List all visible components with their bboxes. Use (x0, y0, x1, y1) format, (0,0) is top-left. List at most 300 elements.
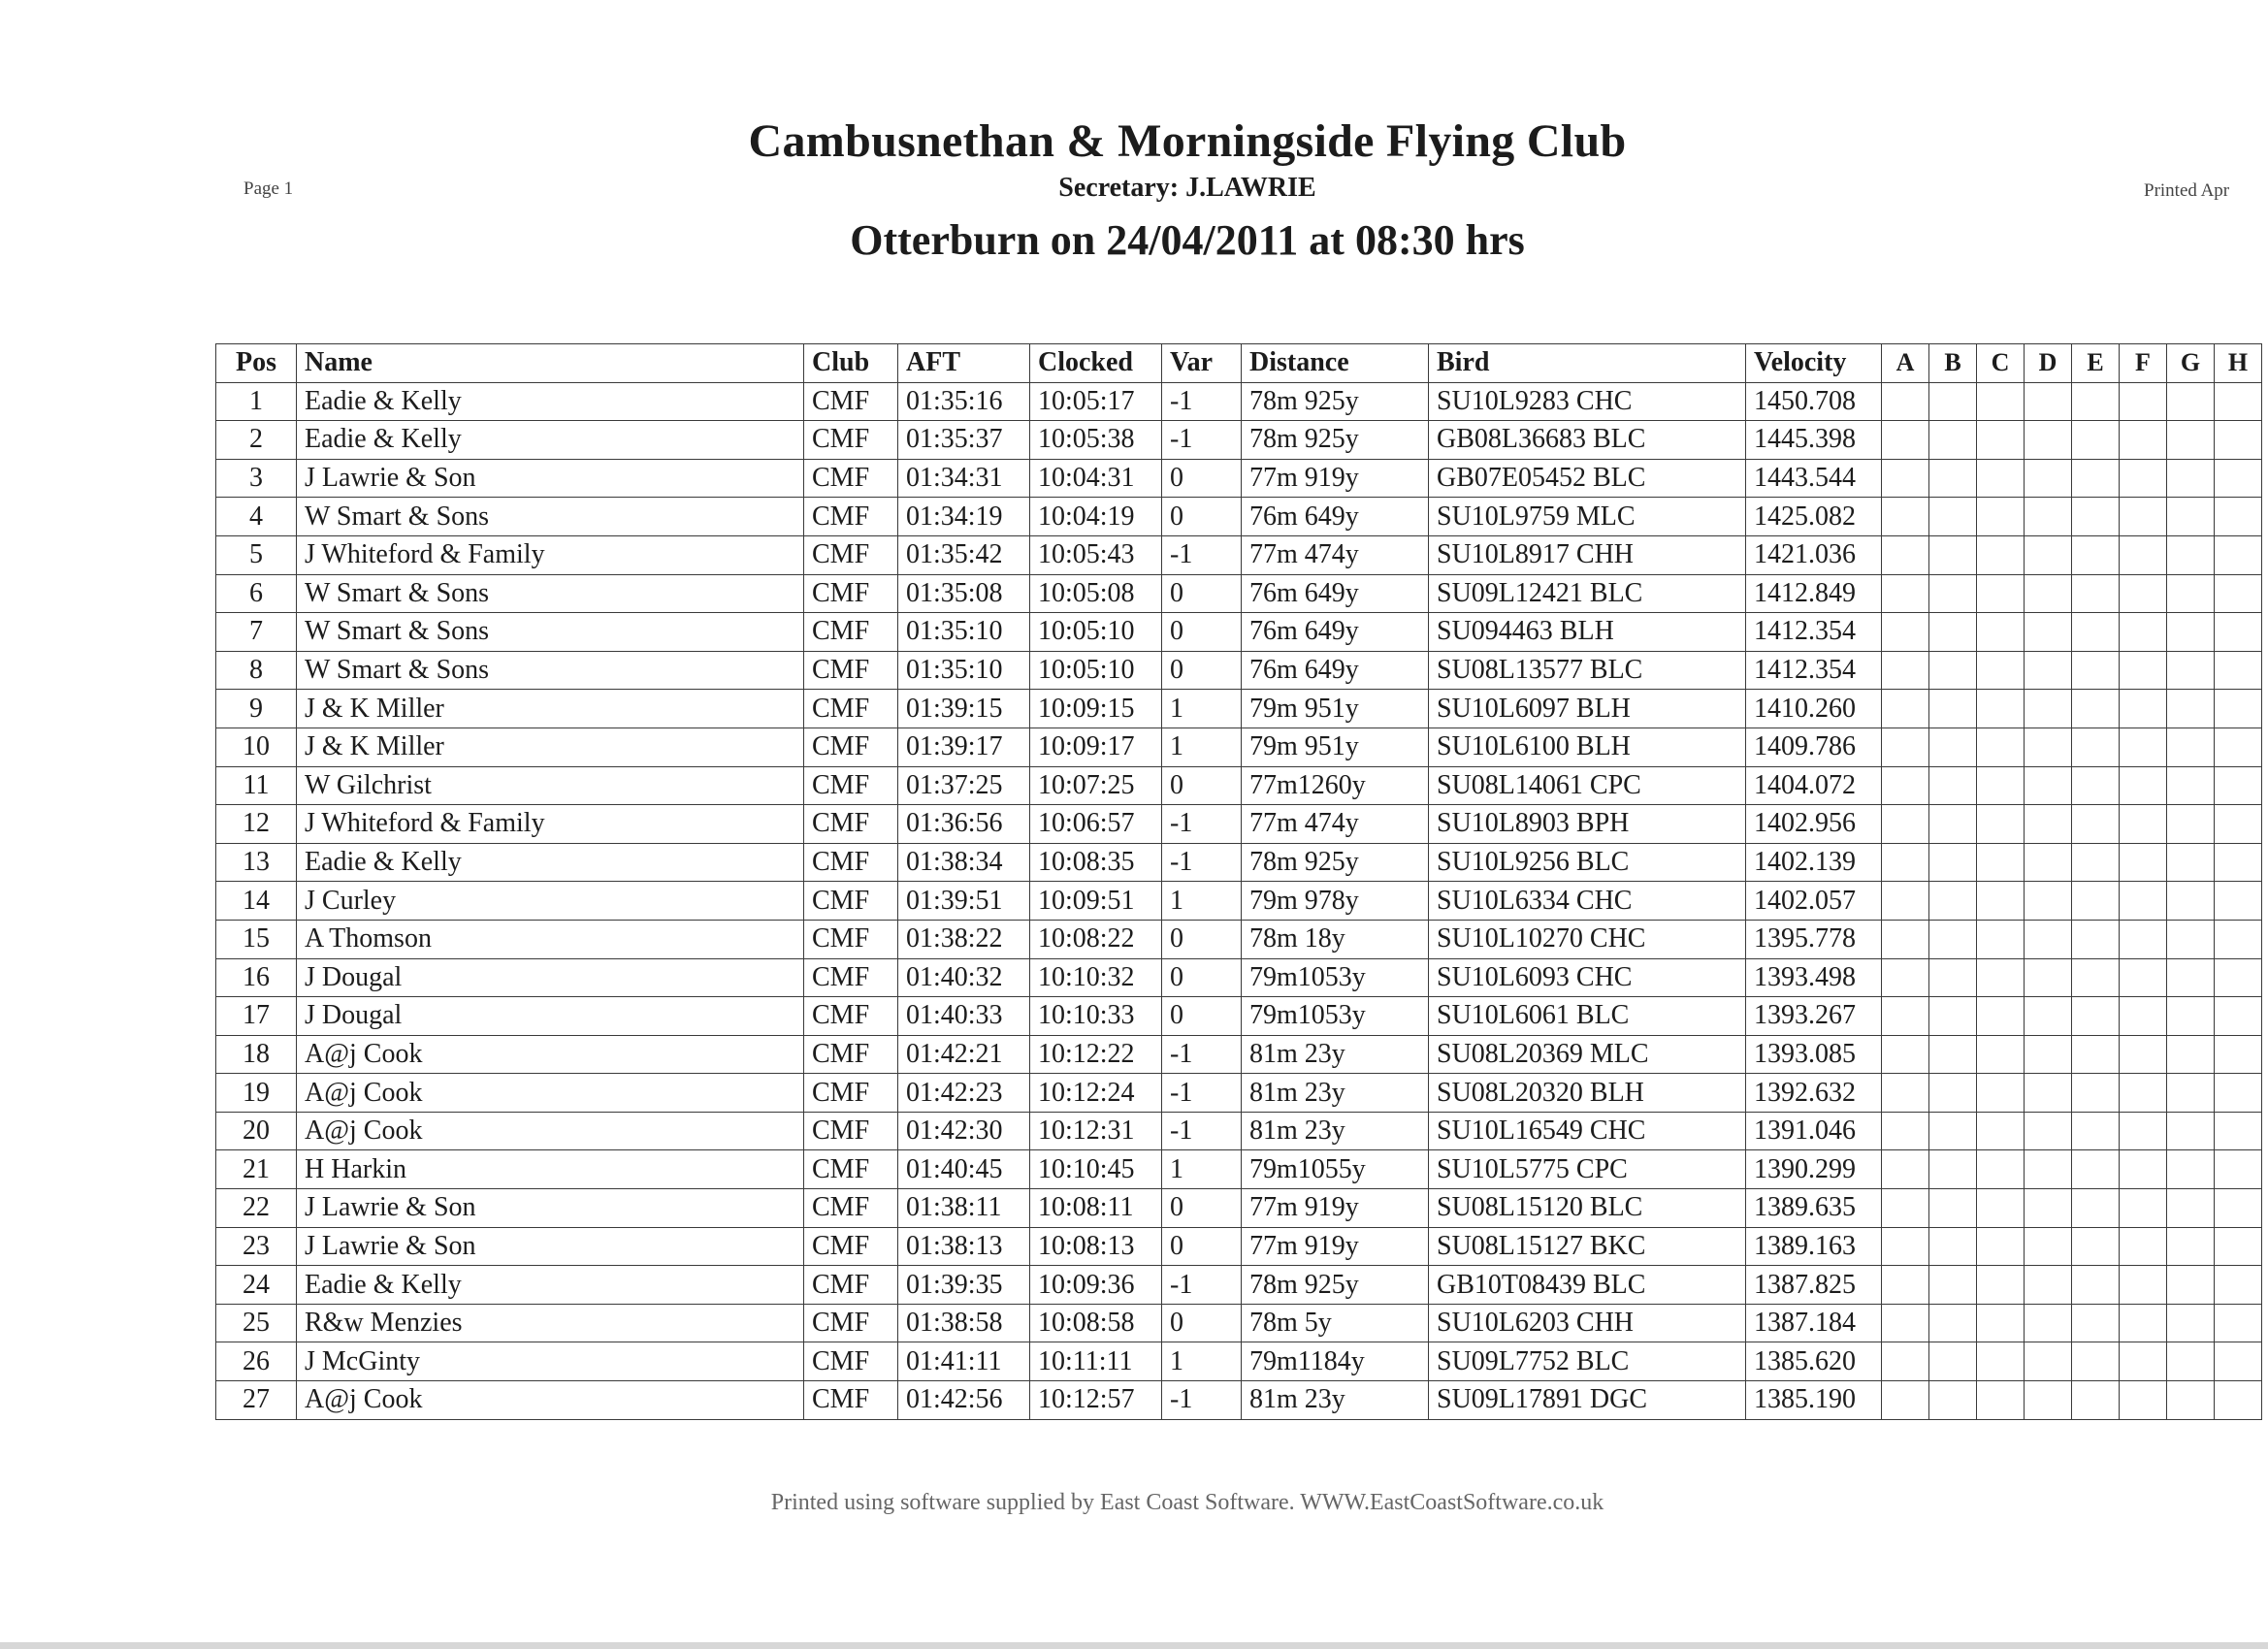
cell-club: CMF (804, 574, 898, 613)
cell-clocked: 10:08:58 (1030, 1304, 1162, 1342)
cell-pos: 6 (216, 574, 297, 613)
cell-velocity: 1389.635 (1746, 1189, 1882, 1228)
race-heading: Otterburn on 24/04/2011 at 08:30 hrs (850, 216, 1525, 264)
cell-col-h (2215, 1150, 2262, 1189)
cell-col-e (2072, 1189, 2120, 1228)
cell-aft: 01:39:17 (898, 728, 1030, 766)
cell-col-c (1977, 997, 2025, 1036)
table-row (216, 843, 2262, 882)
cell-pos: 20 (216, 1112, 297, 1150)
header-pos: Pos (216, 344, 297, 383)
header-clocked: Clocked (1030, 344, 1162, 383)
software-credit: Printed using software supplied by East Coast Software. WWW.EastCoastSoftware.co.uk (770, 1490, 1604, 1515)
cell-distance: 76m 649y (1242, 613, 1429, 652)
cell-col-a (1882, 1304, 1929, 1342)
cell-pos: 25 (216, 1304, 297, 1342)
cell-col-h (2215, 920, 2262, 958)
cell-pos: 3 (216, 459, 297, 498)
cell-club: CMF (804, 498, 898, 536)
cell-col-h (2215, 574, 2262, 613)
cell-col-b (1929, 382, 1977, 421)
cell-velocity: 1409.786 (1746, 728, 1882, 766)
cell-name: W Smart & Sons (297, 498, 804, 536)
cell-col-d (2025, 1074, 2072, 1113)
cell-var: 0 (1162, 574, 1242, 613)
cell-bird: SU10L6203 CHH (1429, 1304, 1746, 1342)
cell-col-a (1882, 498, 1929, 536)
cell-col-c (1977, 459, 2025, 498)
cell-col-d (2025, 498, 2072, 536)
cell-col-a (1882, 1035, 1929, 1074)
cell-bird: SU10L10270 CHC (1429, 920, 1746, 958)
cell-col-a (1882, 958, 1929, 997)
cell-bird: SU08L15127 BKC (1429, 1227, 1746, 1266)
cell-velocity: 1450.708 (1746, 382, 1882, 421)
cell-col-b (1929, 1035, 1977, 1074)
table-row (216, 958, 2262, 997)
cell-col-b (1929, 1112, 1977, 1150)
cell-col-c (1977, 421, 2025, 460)
cell-club: CMF (804, 1342, 898, 1381)
header-distance: Distance (1242, 344, 1429, 383)
cell-clocked: 10:07:25 (1030, 766, 1162, 805)
cell-distance: 79m1053y (1242, 958, 1429, 997)
cell-velocity: 1425.082 (1746, 498, 1882, 536)
cell-velocity: 1410.260 (1746, 690, 1882, 728)
cell-col-h (2215, 882, 2262, 921)
cell-velocity: 1412.354 (1746, 613, 1882, 652)
cell-col-g (2167, 920, 2215, 958)
cell-col-b (1929, 1266, 1977, 1305)
cell-var: -1 (1162, 843, 1242, 882)
table-row (216, 1342, 2262, 1381)
cell-bird: SU10L6093 CHC (1429, 958, 1746, 997)
cell-col-a (1882, 651, 1929, 690)
cell-club: CMF (804, 920, 898, 958)
cell-col-f (2120, 1227, 2167, 1266)
table-row (216, 1150, 2262, 1189)
cell-col-a (1882, 1112, 1929, 1150)
cell-bird: SU10L6100 BLH (1429, 728, 1746, 766)
cell-col-c (1977, 843, 2025, 882)
cell-col-e (2072, 1304, 2120, 1342)
cell-col-e (2072, 613, 2120, 652)
cell-col-a (1882, 1189, 1929, 1228)
cell-var: 0 (1162, 613, 1242, 652)
cell-aft: 01:39:51 (898, 882, 1030, 921)
cell-col-c (1977, 1266, 2025, 1305)
cell-col-h (2215, 459, 2262, 498)
cell-velocity: 1445.398 (1746, 421, 1882, 460)
cell-distance: 77m 919y (1242, 1227, 1429, 1266)
cell-pos: 7 (216, 613, 297, 652)
cell-aft: 01:40:45 (898, 1150, 1030, 1189)
cell-col-h (2215, 805, 2262, 844)
cell-col-h (2215, 1304, 2262, 1342)
cell-bird: SU10L9256 BLC (1429, 843, 1746, 882)
table-row (216, 1074, 2262, 1113)
cell-bird: SU08L15120 BLC (1429, 1189, 1746, 1228)
cell-bird: SU10L9759 MLC (1429, 498, 1746, 536)
cell-velocity: 1402.057 (1746, 882, 1882, 921)
cell-col-f (2120, 574, 2167, 613)
cell-clocked: 10:12:24 (1030, 1074, 1162, 1113)
cell-col-d (2025, 997, 2072, 1036)
cell-distance: 78m 18y (1242, 920, 1429, 958)
cell-pos: 5 (216, 535, 297, 574)
cell-col-d (2025, 574, 2072, 613)
cell-aft: 01:40:33 (898, 997, 1030, 1036)
header-col-c: C (1977, 344, 2025, 383)
cell-col-a (1882, 1150, 1929, 1189)
cell-col-f (2120, 1074, 2167, 1113)
cell-name: W Smart & Sons (297, 574, 804, 613)
cell-col-h (2215, 1189, 2262, 1228)
cell-aft: 01:36:56 (898, 805, 1030, 844)
header-col-e: E (2072, 344, 2120, 383)
table-row (216, 1112, 2262, 1150)
header-col-d: D (2025, 344, 2072, 383)
cell-col-f (2120, 613, 2167, 652)
cell-col-e (2072, 1342, 2120, 1381)
cell-var: -1 (1162, 421, 1242, 460)
cell-aft: 01:42:30 (898, 1112, 1030, 1150)
cell-pos: 23 (216, 1227, 297, 1266)
cell-col-e (2072, 498, 2120, 536)
cell-aft: 01:34:31 (898, 459, 1030, 498)
cell-col-c (1977, 766, 2025, 805)
header-var: Var (1162, 344, 1242, 383)
cell-col-h (2215, 1227, 2262, 1266)
cell-col-d (2025, 535, 2072, 574)
cell-col-b (1929, 920, 1977, 958)
cell-clocked: 10:12:57 (1030, 1381, 1162, 1420)
cell-col-f (2120, 843, 2167, 882)
cell-name: W Gilchrist (297, 766, 804, 805)
cell-velocity: 1393.085 (1746, 1035, 1882, 1074)
cell-aft: 01:35:10 (898, 651, 1030, 690)
table-row (216, 920, 2262, 958)
cell-var: 1 (1162, 728, 1242, 766)
cell-aft: 01:38:34 (898, 843, 1030, 882)
table-row (216, 1266, 2262, 1305)
cell-col-a (1882, 690, 1929, 728)
cell-distance: 78m 925y (1242, 382, 1429, 421)
cell-col-a (1882, 1342, 1929, 1381)
cell-col-c (1977, 1112, 2025, 1150)
cell-col-a (1882, 459, 1929, 498)
cell-distance: 81m 23y (1242, 1035, 1429, 1074)
table-row (216, 997, 2262, 1036)
cell-col-e (2072, 1266, 2120, 1305)
cell-col-f (2120, 421, 2167, 460)
cell-aft: 01:42:21 (898, 1035, 1030, 1074)
cell-col-h (2215, 1112, 2262, 1150)
cell-col-d (2025, 421, 2072, 460)
cell-clocked: 10:05:17 (1030, 382, 1162, 421)
cell-col-d (2025, 1189, 2072, 1228)
cell-col-b (1929, 1342, 1977, 1381)
cell-col-d (2025, 843, 2072, 882)
cell-aft: 01:38:11 (898, 1189, 1030, 1228)
table-header-row (216, 344, 2262, 383)
cell-col-c (1977, 1035, 2025, 1074)
cell-distance: 77m 474y (1242, 805, 1429, 844)
cell-col-g (2167, 690, 2215, 728)
cell-col-g (2167, 843, 2215, 882)
cell-col-h (2215, 1035, 2262, 1074)
cell-var: -1 (1162, 382, 1242, 421)
cell-pos: 19 (216, 1074, 297, 1113)
cell-col-d (2025, 1342, 2072, 1381)
cell-name: J Dougal (297, 958, 804, 997)
table-row (216, 459, 2262, 498)
cell-aft: 01:37:25 (898, 766, 1030, 805)
cell-name: J McGinty (297, 1342, 804, 1381)
cell-col-e (2072, 1112, 2120, 1150)
secretary-line: Secretary: J.LAWRIE (1058, 173, 1316, 203)
cell-aft: 01:41:11 (898, 1342, 1030, 1381)
cell-name: J & K Miller (297, 728, 804, 766)
cell-club: CMF (804, 1189, 898, 1228)
cell-distance: 76m 649y (1242, 498, 1429, 536)
cell-col-e (2072, 805, 2120, 844)
table-row (216, 421, 2262, 460)
table-row (216, 574, 2262, 613)
cell-distance: 77m 474y (1242, 535, 1429, 574)
cell-col-a (1882, 728, 1929, 766)
header-name: Name (297, 344, 804, 383)
table-row (216, 1035, 2262, 1074)
header-club: Club (804, 344, 898, 383)
cell-col-d (2025, 613, 2072, 652)
cell-pos: 26 (216, 1342, 297, 1381)
cell-col-g (2167, 459, 2215, 498)
cell-club: CMF (804, 766, 898, 805)
cell-club: CMF (804, 805, 898, 844)
cell-velocity: 1412.354 (1746, 651, 1882, 690)
cell-col-f (2120, 728, 2167, 766)
cell-col-d (2025, 766, 2072, 805)
cell-var: 1 (1162, 1150, 1242, 1189)
cell-var: 1 (1162, 1342, 1242, 1381)
cell-col-f (2120, 997, 2167, 1036)
cell-col-d (2025, 690, 2072, 728)
cell-col-e (2072, 421, 2120, 460)
cell-col-h (2215, 1074, 2262, 1113)
cell-var: 0 (1162, 997, 1242, 1036)
cell-bird: SU094463 BLH (1429, 613, 1746, 652)
cell-aft: 01:35:42 (898, 535, 1030, 574)
cell-col-e (2072, 382, 2120, 421)
cell-distance: 77m 919y (1242, 459, 1429, 498)
cell-clocked: 10:10:32 (1030, 958, 1162, 997)
cell-col-h (2215, 651, 2262, 690)
cell-col-c (1977, 1150, 2025, 1189)
cell-pos: 10 (216, 728, 297, 766)
cell-col-b (1929, 690, 1977, 728)
cell-club: CMF (804, 421, 898, 460)
cell-col-g (2167, 805, 2215, 844)
cell-clocked: 10:10:33 (1030, 997, 1162, 1036)
cell-col-g (2167, 1227, 2215, 1266)
cell-clocked: 10:05:38 (1030, 421, 1162, 460)
cell-aft: 01:38:22 (898, 920, 1030, 958)
cell-col-b (1929, 1381, 1977, 1420)
cell-pos: 13 (216, 843, 297, 882)
cell-distance: 79m1055y (1242, 1150, 1429, 1189)
cell-col-g (2167, 1112, 2215, 1150)
cell-col-a (1882, 535, 1929, 574)
cell-col-c (1977, 382, 2025, 421)
cell-col-f (2120, 498, 2167, 536)
cell-distance: 78m 5y (1242, 1304, 1429, 1342)
cell-col-b (1929, 498, 1977, 536)
cell-distance: 79m 951y (1242, 728, 1429, 766)
cell-velocity: 1390.299 (1746, 1150, 1882, 1189)
cell-velocity: 1393.267 (1746, 997, 1882, 1036)
cell-var: 0 (1162, 766, 1242, 805)
header-col-f: F (2120, 344, 2167, 383)
cell-col-g (2167, 1381, 2215, 1420)
cell-name: Eadie & Kelly (297, 382, 804, 421)
cell-col-c (1977, 882, 2025, 921)
cell-velocity: 1443.544 (1746, 459, 1882, 498)
cell-col-e (2072, 535, 2120, 574)
cell-bird: SU08L20320 BLH (1429, 1074, 1746, 1113)
cell-clocked: 10:08:35 (1030, 843, 1162, 882)
cell-distance: 77m1260y (1242, 766, 1429, 805)
table-row (216, 382, 2262, 421)
cell-club: CMF (804, 1035, 898, 1074)
cell-col-c (1977, 535, 2025, 574)
cell-col-f (2120, 1112, 2167, 1150)
club-title: Cambusnethan & Morningside Flying Club (748, 115, 1627, 167)
cell-clocked: 10:08:11 (1030, 1189, 1162, 1228)
cell-name: J Whiteford & Family (297, 535, 804, 574)
cell-col-d (2025, 1150, 2072, 1189)
cell-col-a (1882, 574, 1929, 613)
cell-col-c (1977, 690, 2025, 728)
cell-clocked: 10:09:15 (1030, 690, 1162, 728)
header-col-a: A (1882, 344, 1929, 383)
cell-club: CMF (804, 535, 898, 574)
cell-var: 0 (1162, 498, 1242, 536)
cell-pos: 14 (216, 882, 297, 921)
cell-pos: 12 (216, 805, 297, 844)
cell-clocked: 10:05:43 (1030, 535, 1162, 574)
cell-var: 0 (1162, 459, 1242, 498)
header-aft: AFT (898, 344, 1030, 383)
cell-col-f (2120, 920, 2167, 958)
table-row (216, 766, 2262, 805)
cell-var: 1 (1162, 690, 1242, 728)
cell-col-f (2120, 1266, 2167, 1305)
cell-club: CMF (804, 1074, 898, 1113)
results-body (216, 382, 2262, 1419)
cell-col-b (1929, 843, 1977, 882)
cell-col-c (1977, 1227, 2025, 1266)
cell-name: Eadie & Kelly (297, 1266, 804, 1305)
cell-col-f (2120, 1304, 2167, 1342)
cell-col-h (2215, 498, 2262, 536)
cell-col-f (2120, 1381, 2167, 1420)
cell-col-e (2072, 1074, 2120, 1113)
cell-col-a (1882, 766, 1929, 805)
cell-col-f (2120, 882, 2167, 921)
cell-col-g (2167, 613, 2215, 652)
cell-velocity: 1392.632 (1746, 1074, 1882, 1113)
cell-name: A@j Cook (297, 1381, 804, 1420)
cell-col-b (1929, 1189, 1977, 1228)
cell-bird: SU10L16549 CHC (1429, 1112, 1746, 1150)
cell-col-g (2167, 1304, 2215, 1342)
cell-name: Eadie & Kelly (297, 421, 804, 460)
cell-pos: 2 (216, 421, 297, 460)
cell-distance: 79m1053y (1242, 997, 1429, 1036)
header-velocity: Velocity (1746, 344, 1882, 383)
header-bird: Bird (1429, 344, 1746, 383)
cell-col-b (1929, 535, 1977, 574)
cell-aft: 01:34:19 (898, 498, 1030, 536)
table-row (216, 498, 2262, 536)
cell-velocity: 1391.046 (1746, 1112, 1882, 1150)
cell-col-d (2025, 728, 2072, 766)
cell-distance: 81m 23y (1242, 1112, 1429, 1150)
cell-bird: SU09L17891 DGC (1429, 1381, 1746, 1420)
cell-pos: 1 (216, 382, 297, 421)
cell-name: J & K Miller (297, 690, 804, 728)
cell-var: 0 (1162, 651, 1242, 690)
cell-col-g (2167, 1342, 2215, 1381)
cell-name: H Harkin (297, 1150, 804, 1189)
cell-col-c (1977, 498, 2025, 536)
cell-col-e (2072, 1150, 2120, 1189)
cell-col-b (1929, 805, 1977, 844)
cell-distance: 78m 925y (1242, 1266, 1429, 1305)
table-row (216, 690, 2262, 728)
cell-col-b (1929, 459, 1977, 498)
cell-club: CMF (804, 997, 898, 1036)
cell-pos: 17 (216, 997, 297, 1036)
cell-name: J Lawrie & Son (297, 459, 804, 498)
header-col-g: G (2167, 344, 2215, 383)
cell-clocked: 10:05:10 (1030, 651, 1162, 690)
cell-col-h (2215, 766, 2262, 805)
table-row (216, 1304, 2262, 1342)
cell-col-c (1977, 1304, 2025, 1342)
cell-pos: 15 (216, 920, 297, 958)
cell-aft: 01:42:23 (898, 1074, 1030, 1113)
cell-club: CMF (804, 459, 898, 498)
cell-bird: SU10L8917 CHH (1429, 535, 1746, 574)
cell-col-b (1929, 574, 1977, 613)
cell-col-g (2167, 1266, 2215, 1305)
cell-aft: 01:35:10 (898, 613, 1030, 652)
cell-col-d (2025, 382, 2072, 421)
cell-name: A@j Cook (297, 1074, 804, 1113)
cell-club: CMF (804, 958, 898, 997)
cell-aft: 01:39:35 (898, 1266, 1030, 1305)
cell-club: CMF (804, 882, 898, 921)
cell-col-e (2072, 1035, 2120, 1074)
cell-name: A Thomson (297, 920, 804, 958)
cell-bird: SU08L13577 BLC (1429, 651, 1746, 690)
printed-date-label: Printed Apr (2144, 180, 2230, 201)
cell-col-f (2120, 1189, 2167, 1228)
cell-col-f (2120, 1150, 2167, 1189)
cell-velocity: 1402.956 (1746, 805, 1882, 844)
